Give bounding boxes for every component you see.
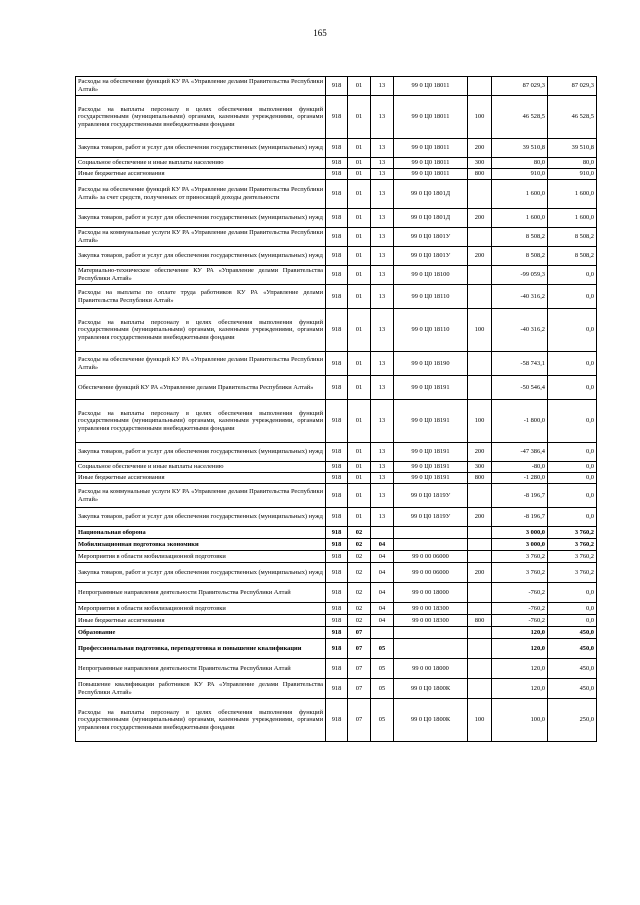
cell-amount-2: 46 528,5 bbox=[548, 96, 597, 139]
cell-expense-type bbox=[468, 352, 492, 376]
cell-subsection-code bbox=[371, 527, 394, 539]
cell-target-article: 99 0 00 06000 bbox=[394, 563, 468, 583]
cell-target-article bbox=[394, 639, 468, 659]
cell-subsection-code: 13 bbox=[371, 96, 394, 139]
cell-section-code: 01 bbox=[348, 473, 371, 484]
cell-expense-name: Непрограммные направления деятельности Правительства Республики Алтай bbox=[76, 659, 326, 679]
cell-section-code: 01 bbox=[348, 309, 371, 352]
cell-expense-type bbox=[468, 77, 492, 96]
cell-expense-type bbox=[468, 376, 492, 400]
cell-expense-name: Расходы на выплаты персоналу в целях обеспечения выполнения функций государственными (муниципальными) органами, казенными учреждениями, органами управления государственными внебюджетными фондами bbox=[76, 400, 326, 443]
cell-target-article: 99 0 00 18000 bbox=[394, 659, 468, 679]
cell-ministry-code: 918 bbox=[326, 209, 348, 228]
cell-expense-name: Мобилизационная подготовка экономики bbox=[76, 539, 326, 551]
cell-section-code: 01 bbox=[348, 285, 371, 309]
cell-section-code: 01 bbox=[348, 508, 371, 527]
cell-subsection-code: 04 bbox=[371, 583, 394, 603]
cell-amount-2: 1 600,0 bbox=[548, 180, 597, 209]
cell-ministry-code: 918 bbox=[326, 659, 348, 679]
cell-subsection-code: 04 bbox=[371, 615, 394, 627]
cell-amount-2: 0,0 bbox=[548, 352, 597, 376]
cell-expense-type bbox=[468, 583, 492, 603]
cell-target-article: 99 0 Ц0 18190 bbox=[394, 352, 468, 376]
cell-subsection-code: 13 bbox=[371, 247, 394, 266]
cell-target-article: 99 0 00 06000 bbox=[394, 551, 468, 563]
cell-expense-type bbox=[468, 527, 492, 539]
cell-section-code: 01 bbox=[348, 247, 371, 266]
cell-amount-2: 8 508,2 bbox=[548, 247, 597, 266]
cell-amount-2: 3 760,2 bbox=[548, 527, 597, 539]
cell-amount-1: -8 196,7 bbox=[492, 508, 548, 527]
cell-subsection-code: 13 bbox=[371, 209, 394, 228]
cell-expense-type: 800 bbox=[468, 169, 492, 180]
cell-ministry-code: 918 bbox=[326, 484, 348, 508]
cell-section-code: 07 bbox=[348, 679, 371, 699]
cell-expense-name: Материально-техническое обеспечение КУ РА «Управление делами Правительства Республики Алтай» bbox=[76, 266, 326, 285]
cell-amount-2: 0,0 bbox=[548, 484, 597, 508]
table-row bbox=[76, 639, 597, 659]
cell-ministry-code: 918 bbox=[326, 443, 348, 462]
cell-subsection-code: 13 bbox=[371, 443, 394, 462]
cell-expense-name: Иные бюджетные ассигнования bbox=[76, 473, 326, 484]
cell-section-code: 02 bbox=[348, 603, 371, 615]
cell-subsection-code: 13 bbox=[371, 400, 394, 443]
cell-expense-type: 100 bbox=[468, 309, 492, 352]
cell-amount-1: 80,0 bbox=[492, 158, 548, 169]
cell-amount-2: 910,0 bbox=[548, 169, 597, 180]
budget-table bbox=[75, 76, 597, 742]
table-row bbox=[76, 352, 597, 376]
cell-ministry-code: 918 bbox=[326, 309, 348, 352]
cell-expense-name: Социальное обеспечение и иные выплаты населению bbox=[76, 158, 326, 169]
cell-expense-name: Социальное обеспечение и иные выплаты населению bbox=[76, 462, 326, 473]
cell-subsection-code: 04 bbox=[371, 563, 394, 583]
table-row bbox=[76, 169, 597, 180]
cell-ministry-code: 918 bbox=[326, 527, 348, 539]
cell-target-article: 99 0 00 18300 bbox=[394, 603, 468, 615]
table-row bbox=[76, 551, 597, 563]
cell-amount-1: -760,2 bbox=[492, 583, 548, 603]
cell-amount-2: 450,0 bbox=[548, 639, 597, 659]
cell-amount-2: 0,0 bbox=[548, 603, 597, 615]
table-row bbox=[76, 77, 597, 96]
cell-amount-1: 87 029,3 bbox=[492, 77, 548, 96]
cell-subsection-code: 13 bbox=[371, 139, 394, 158]
cell-amount-1: 39 510,8 bbox=[492, 139, 548, 158]
cell-target-article: 99 0 Ц0 1801Д bbox=[394, 180, 468, 209]
cell-target-article: 99 0 Ц0 18011 bbox=[394, 158, 468, 169]
cell-section-code: 02 bbox=[348, 615, 371, 627]
cell-amount-1: 3 000,0 bbox=[492, 527, 548, 539]
cell-expense-name: Повышение квалификации работников КУ РА «Управление делами Правительства Республики Алтай» bbox=[76, 679, 326, 699]
cell-expense-type: 300 bbox=[468, 462, 492, 473]
cell-subsection-code: 04 bbox=[371, 603, 394, 615]
cell-section-code: 01 bbox=[348, 443, 371, 462]
cell-amount-2: 0,0 bbox=[548, 473, 597, 484]
cell-expense-name: Закупка товаров, работ и услуг для обеспечения государственных (муниципальных) нужд bbox=[76, 247, 326, 266]
cell-amount-2: 80,0 bbox=[548, 158, 597, 169]
cell-ministry-code: 918 bbox=[326, 615, 348, 627]
cell-amount-1: 8 508,2 bbox=[492, 247, 548, 266]
cell-target-article: 99 0 Ц0 18011 bbox=[394, 77, 468, 96]
cell-section-code: 02 bbox=[348, 583, 371, 603]
cell-amount-1: 3 000,0 bbox=[492, 539, 548, 551]
cell-expense-name: Непрограммные направления деятельности Правительства Республики Алтай bbox=[76, 583, 326, 603]
cell-section-code: 07 bbox=[348, 659, 371, 679]
cell-ministry-code: 918 bbox=[326, 77, 348, 96]
table-row bbox=[76, 473, 597, 484]
cell-expense-type: 100 bbox=[468, 400, 492, 443]
cell-target-article: 99 0 Ц0 18191 bbox=[394, 443, 468, 462]
cell-amount-1: -1 800,0 bbox=[492, 400, 548, 443]
cell-section-code: 02 bbox=[348, 563, 371, 583]
cell-expense-type bbox=[468, 285, 492, 309]
cell-ministry-code: 918 bbox=[326, 180, 348, 209]
cell-target-article: 99 0 Ц0 1801У bbox=[394, 228, 468, 247]
cell-section-code: 01 bbox=[348, 266, 371, 285]
cell-amount-1: 100,0 bbox=[492, 699, 548, 742]
cell-amount-1: 120,0 bbox=[492, 679, 548, 699]
cell-expense-type bbox=[468, 679, 492, 699]
cell-amount-2: 0,0 bbox=[548, 615, 597, 627]
table-row bbox=[76, 309, 597, 352]
table-row bbox=[76, 583, 597, 603]
cell-section-code: 01 bbox=[348, 96, 371, 139]
cell-amount-2: 450,0 bbox=[548, 627, 597, 639]
cell-expense-type: 300 bbox=[468, 158, 492, 169]
cell-subsection-code: 13 bbox=[371, 484, 394, 508]
cell-section-code: 01 bbox=[348, 228, 371, 247]
cell-ministry-code: 918 bbox=[326, 679, 348, 699]
cell-expense-name: Расходы на выплаты персоналу в целях обеспечения выполнения функций государственными (муниципальными) органами, казенными учреждениями, органами управления государственными внебюджетными фондами bbox=[76, 699, 326, 742]
cell-ministry-code: 918 bbox=[326, 96, 348, 139]
cell-target-article bbox=[394, 539, 468, 551]
cell-target-article: 99 0 Ц0 18191 bbox=[394, 462, 468, 473]
cell-target-article bbox=[394, 627, 468, 639]
cell-section-code: 01 bbox=[348, 209, 371, 228]
cell-ministry-code: 918 bbox=[326, 266, 348, 285]
cell-target-article: 99 0 Ц0 18110 bbox=[394, 309, 468, 352]
cell-section-code: 01 bbox=[348, 400, 371, 443]
cell-amount-2: 0,0 bbox=[548, 266, 597, 285]
cell-subsection-code: 05 bbox=[371, 659, 394, 679]
cell-amount-2: 3 760,2 bbox=[548, 563, 597, 583]
cell-expense-name: Расходы на обеспечение функций КУ РА «Управление делами Правительства Республики Алтай» за счет средств, полученных от приносящей доходы деятельности bbox=[76, 180, 326, 209]
cell-amount-2: 39 510,8 bbox=[548, 139, 597, 158]
cell-amount-1: -760,2 bbox=[492, 603, 548, 615]
cell-expense-name: Расходы на коммунальные услуги КУ РА «Управление делами Правительства Республики Алтай» bbox=[76, 484, 326, 508]
cell-section-code: 07 bbox=[348, 639, 371, 659]
table-row bbox=[76, 527, 597, 539]
cell-expense-name: Мероприятия в области мобилизационной подготовки bbox=[76, 551, 326, 563]
cell-ministry-code: 918 bbox=[326, 139, 348, 158]
cell-subsection-code bbox=[371, 627, 394, 639]
cell-amount-1: 3 760,2 bbox=[492, 551, 548, 563]
cell-amount-2: 450,0 bbox=[548, 679, 597, 699]
table-row bbox=[76, 139, 597, 158]
cell-amount-2: 87 029,3 bbox=[548, 77, 597, 96]
cell-section-code: 01 bbox=[348, 462, 371, 473]
cell-amount-2: 0,0 bbox=[548, 400, 597, 443]
cell-amount-1: 1 600,0 bbox=[492, 209, 548, 228]
table-row bbox=[76, 285, 597, 309]
page-number: 165 bbox=[313, 28, 327, 38]
cell-target-article: 99 0 Ц0 1819У bbox=[394, 508, 468, 527]
table-row bbox=[76, 484, 597, 508]
cell-expense-name: Мероприятия в области мобилизационной подготовки bbox=[76, 603, 326, 615]
cell-target-article: 99 0 Ц0 18191 bbox=[394, 400, 468, 443]
cell-target-article: 99 0 Ц0 18191 bbox=[394, 473, 468, 484]
cell-expense-name: Национальная оборона bbox=[76, 527, 326, 539]
cell-subsection-code: 13 bbox=[371, 158, 394, 169]
cell-amount-1: 910,0 bbox=[492, 169, 548, 180]
cell-expense-type bbox=[468, 484, 492, 508]
cell-section-code: 02 bbox=[348, 551, 371, 563]
cell-amount-2: 450,0 bbox=[548, 659, 597, 679]
cell-expense-type: 800 bbox=[468, 473, 492, 484]
table-row bbox=[76, 539, 597, 551]
cell-expense-name: Расходы на обеспечение функций КУ РА «Управление делами Правительства Республики Алтай» bbox=[76, 352, 326, 376]
table-row bbox=[76, 659, 597, 679]
cell-target-article: 99 0 00 18300 bbox=[394, 615, 468, 627]
cell-amount-2: 0,0 bbox=[548, 376, 597, 400]
cell-ministry-code: 918 bbox=[326, 551, 348, 563]
cell-amount-2: 8 508,2 bbox=[548, 228, 597, 247]
cell-expense-type: 200 bbox=[468, 508, 492, 527]
cell-expense-type bbox=[468, 539, 492, 551]
cell-expense-type: 100 bbox=[468, 96, 492, 139]
cell-section-code: 01 bbox=[348, 484, 371, 508]
table-row bbox=[76, 209, 597, 228]
table-row bbox=[76, 627, 597, 639]
cell-expense-name: Расходы на коммунальные услуги КУ РА «Управление делами Правительства Республики Алтай» bbox=[76, 228, 326, 247]
cell-ministry-code: 918 bbox=[326, 462, 348, 473]
cell-expense-name: Расходы на выплаты персоналу в целях обеспечения выполнения функций государственными (муниципальными) органами, казенными учреждениями, органами управления государственными внебюджетными фондами bbox=[76, 309, 326, 352]
cell-ministry-code: 918 bbox=[326, 473, 348, 484]
cell-amount-1: -47 386,4 bbox=[492, 443, 548, 462]
cell-ministry-code: 918 bbox=[326, 563, 348, 583]
cell-expense-name: Закупка товаров, работ и услуг для обеспечения государственных (муниципальных) нужд bbox=[76, 443, 326, 462]
table-row bbox=[76, 699, 597, 742]
cell-amount-2: 0,0 bbox=[548, 443, 597, 462]
cell-amount-1: -760,2 bbox=[492, 615, 548, 627]
cell-expense-type: 200 bbox=[468, 443, 492, 462]
cell-ministry-code: 918 bbox=[326, 376, 348, 400]
cell-section-code: 01 bbox=[348, 77, 371, 96]
cell-amount-2: 250,0 bbox=[548, 699, 597, 742]
cell-amount-1: 120,0 bbox=[492, 627, 548, 639]
cell-amount-1: 8 508,2 bbox=[492, 228, 548, 247]
cell-target-article: 99 0 Ц0 1819У bbox=[394, 484, 468, 508]
table-row bbox=[76, 228, 597, 247]
cell-subsection-code: 04 bbox=[371, 551, 394, 563]
cell-amount-1: 1 600,0 bbox=[492, 180, 548, 209]
cell-target-article: 99 0 Ц0 18110 bbox=[394, 285, 468, 309]
cell-subsection-code: 13 bbox=[371, 169, 394, 180]
table-row bbox=[76, 400, 597, 443]
table-row bbox=[76, 180, 597, 209]
cell-target-article: 99 0 Ц0 1801Д bbox=[394, 209, 468, 228]
cell-subsection-code: 13 bbox=[371, 352, 394, 376]
cell-expense-name: Закупка товаров, работ и услуг для обеспечения государственных (муниципальных) нужд bbox=[76, 508, 326, 527]
table-row bbox=[76, 266, 597, 285]
cell-amount-1: -8 196,7 bbox=[492, 484, 548, 508]
cell-expense-type: 800 bbox=[468, 615, 492, 627]
cell-ministry-code: 918 bbox=[326, 352, 348, 376]
table-row bbox=[76, 679, 597, 699]
cell-target-article: 99 0 Ц0 1800К bbox=[394, 679, 468, 699]
cell-expense-name: Расходы на обеспечение функций КУ РА «Управление делами Правительства Республики Алтай» bbox=[76, 77, 326, 96]
cell-expense-name: Расходы на выплаты персоналу в целях обеспечения выполнения функций государственными (муниципальными) органами, казенными учреждениями, органами управления государственными внебюджетными фондами bbox=[76, 96, 326, 139]
cell-subsection-code: 05 bbox=[371, 679, 394, 699]
cell-target-article: 99 0 Ц0 18100 bbox=[394, 266, 468, 285]
cell-subsection-code: 13 bbox=[371, 266, 394, 285]
cell-ministry-code: 918 bbox=[326, 539, 348, 551]
cell-expense-type: 100 bbox=[468, 699, 492, 742]
cell-section-code: 01 bbox=[348, 158, 371, 169]
cell-amount-1: -1 280,0 bbox=[492, 473, 548, 484]
cell-amount-2: 3 760,2 bbox=[548, 539, 597, 551]
cell-amount-2: 0,0 bbox=[548, 462, 597, 473]
table-row bbox=[76, 563, 597, 583]
cell-expense-type bbox=[468, 627, 492, 639]
cell-subsection-code: 13 bbox=[371, 285, 394, 309]
cell-ministry-code: 918 bbox=[326, 699, 348, 742]
cell-target-article: 99 0 Ц0 18011 bbox=[394, 169, 468, 180]
cell-subsection-code: 13 bbox=[371, 376, 394, 400]
cell-amount-1: -50 546,4 bbox=[492, 376, 548, 400]
cell-expense-type bbox=[468, 639, 492, 659]
cell-expense-name: Закупка товаров, работ и услуг для обеспечения государственных (муниципальных) нужд bbox=[76, 209, 326, 228]
cell-ministry-code: 918 bbox=[326, 603, 348, 615]
cell-ministry-code: 918 bbox=[326, 627, 348, 639]
cell-subsection-code: 13 bbox=[371, 180, 394, 209]
cell-subsection-code: 05 bbox=[371, 699, 394, 742]
cell-section-code: 07 bbox=[348, 699, 371, 742]
cell-target-article: 99 0 Ц0 18011 bbox=[394, 139, 468, 158]
cell-expense-type: 200 bbox=[468, 139, 492, 158]
cell-ministry-code: 918 bbox=[326, 247, 348, 266]
cell-expense-name: Иные бюджетные ассигнования bbox=[76, 169, 326, 180]
table-row bbox=[76, 443, 597, 462]
cell-amount-1: 120,0 bbox=[492, 659, 548, 679]
table-row bbox=[76, 615, 597, 627]
cell-amount-1: -40 316,2 bbox=[492, 285, 548, 309]
cell-target-article bbox=[394, 527, 468, 539]
cell-amount-2: 0,0 bbox=[548, 508, 597, 527]
cell-amount-1: -58 743,1 bbox=[492, 352, 548, 376]
cell-section-code: 02 bbox=[348, 527, 371, 539]
cell-target-article: 99 0 Ц0 18011 bbox=[394, 96, 468, 139]
cell-target-article: 99 0 Ц0 1800К bbox=[394, 699, 468, 742]
table-row bbox=[76, 508, 597, 527]
cell-amount-2: 0,0 bbox=[548, 285, 597, 309]
budget-table-body bbox=[76, 77, 597, 742]
table-row bbox=[76, 247, 597, 266]
cell-subsection-code: 13 bbox=[371, 228, 394, 247]
cell-amount-2: 1 600,0 bbox=[548, 209, 597, 228]
cell-amount-1: 46 528,5 bbox=[492, 96, 548, 139]
cell-expense-type: 200 bbox=[468, 247, 492, 266]
cell-subsection-code: 04 bbox=[371, 539, 394, 551]
cell-amount-2: 3 760,2 bbox=[548, 551, 597, 563]
cell-section-code: 01 bbox=[348, 352, 371, 376]
table-row bbox=[76, 158, 597, 169]
cell-expense-type bbox=[468, 603, 492, 615]
cell-amount-2: 0,0 bbox=[548, 583, 597, 603]
cell-amount-1: 120,0 bbox=[492, 639, 548, 659]
table-row bbox=[76, 376, 597, 400]
cell-expense-name: Закупка товаров, работ и услуг для обеспечения государственных (муниципальных) нужд bbox=[76, 139, 326, 158]
cell-subsection-code: 13 bbox=[371, 462, 394, 473]
cell-ministry-code: 918 bbox=[326, 158, 348, 169]
cell-expense-type: 200 bbox=[468, 209, 492, 228]
table-row bbox=[76, 462, 597, 473]
cell-ministry-code: 918 bbox=[326, 169, 348, 180]
cell-expense-type bbox=[468, 266, 492, 285]
cell-section-code: 02 bbox=[348, 539, 371, 551]
cell-ministry-code: 918 bbox=[326, 400, 348, 443]
cell-expense-name: Обеспечение функций КУ РА «Управление делами Правительства Республики Алтай» bbox=[76, 376, 326, 400]
cell-expense-type: 200 bbox=[468, 563, 492, 583]
cell-ministry-code: 918 bbox=[326, 583, 348, 603]
cell-ministry-code: 918 bbox=[326, 228, 348, 247]
cell-amount-2: 0,0 bbox=[548, 309, 597, 352]
cell-amount-1: -80,0 bbox=[492, 462, 548, 473]
cell-expense-name: Профессиональная подготовка, переподготовка и повышение квалификации bbox=[76, 639, 326, 659]
cell-section-code: 01 bbox=[348, 139, 371, 158]
cell-section-code: 01 bbox=[348, 180, 371, 209]
table-row bbox=[76, 603, 597, 615]
cell-target-article: 99 0 00 18000 bbox=[394, 583, 468, 603]
cell-ministry-code: 918 bbox=[326, 639, 348, 659]
cell-expense-type bbox=[468, 659, 492, 679]
cell-section-code: 01 bbox=[348, 169, 371, 180]
cell-subsection-code: 13 bbox=[371, 309, 394, 352]
cell-ministry-code: 918 bbox=[326, 285, 348, 309]
cell-expense-type bbox=[468, 180, 492, 209]
cell-subsection-code: 13 bbox=[371, 508, 394, 527]
cell-ministry-code: 918 bbox=[326, 508, 348, 527]
cell-section-code: 01 bbox=[348, 376, 371, 400]
cell-amount-1: -40 316,2 bbox=[492, 309, 548, 352]
cell-subsection-code: 13 bbox=[371, 473, 394, 484]
cell-expense-type bbox=[468, 551, 492, 563]
cell-target-article: 99 0 Ц0 1801У bbox=[394, 247, 468, 266]
cell-section-code: 07 bbox=[348, 627, 371, 639]
cell-expense-name: Расходы на выплаты по оплате труда работников КУ РА «Управление делами Правительства Республики Алтай» bbox=[76, 285, 326, 309]
cell-amount-1: -99 059,3 bbox=[492, 266, 548, 285]
cell-subsection-code: 13 bbox=[371, 77, 394, 96]
cell-expense-name: Образование bbox=[76, 627, 326, 639]
table-row bbox=[76, 96, 597, 139]
cell-target-article: 99 0 Ц0 18191 bbox=[394, 376, 468, 400]
cell-expense-name: Иные бюджетные ассигнования bbox=[76, 615, 326, 627]
cell-expense-name: Закупка товаров, работ и услуг для обеспечения государственных (муниципальных) нужд bbox=[76, 563, 326, 583]
cell-expense-type bbox=[468, 228, 492, 247]
cell-amount-1: 3 760,2 bbox=[492, 563, 548, 583]
cell-subsection-code: 05 bbox=[371, 639, 394, 659]
